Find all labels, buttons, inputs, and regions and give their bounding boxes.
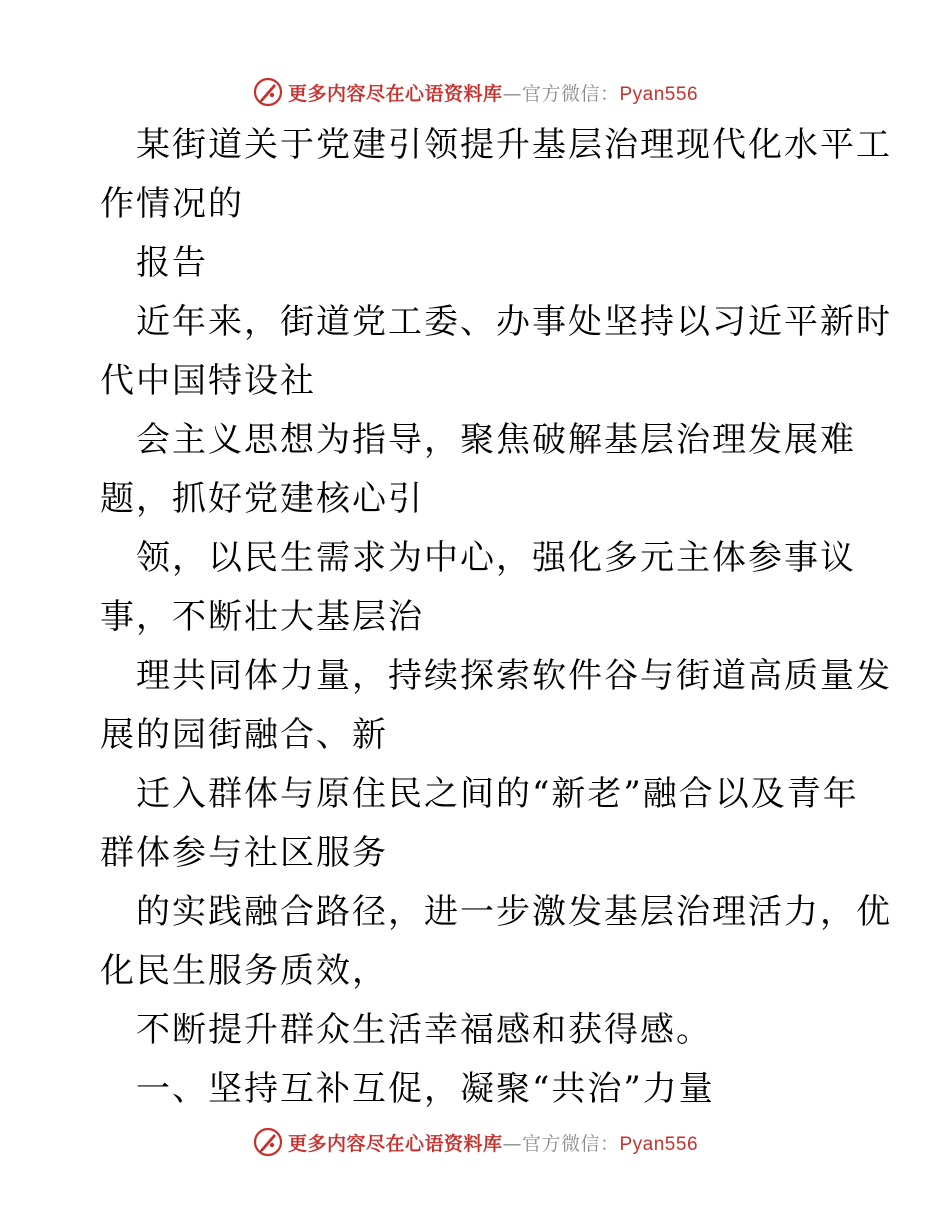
watermark-wechat-id: Pyan556 — [619, 83, 699, 105]
paragraph-line: 迁入群体与原住民之间的“新老”融合以及青年 — [136, 774, 859, 814]
title-line-3: 报告 — [136, 243, 208, 283]
section-heading: 一、坚持互补互促，凝聚“共治”力量 — [136, 1069, 715, 1109]
watermark-text — [288, 79, 698, 106]
quill-seal-icon — [252, 1126, 284, 1158]
paragraph-line: 展的园街融合、新 — [100, 715, 388, 755]
watermark-separator: — — [502, 1132, 522, 1155]
paragraph-line: 群体参与社区服务 — [100, 833, 388, 873]
paragraph-line: 近年来，街道党工委、办事处坚持以习近平新时 — [136, 302, 892, 342]
header-watermark — [0, 72, 950, 112]
paragraph-line: 领，以民生需求为中心，强化多元主体参事议 — [136, 538, 856, 578]
watermark-wechat-label: 官方微信： — [521, 1132, 620, 1155]
paragraph-line: 会主义思想为指导，聚焦破解基层治理发展难 — [136, 420, 856, 460]
paragraph-line: 代中国特设社 — [100, 361, 316, 401]
footer-watermark — [0, 1122, 950, 1162]
paragraph-line: 不断提升群众生活幸福感和获得感。 — [136, 1010, 712, 1050]
title-line-1: 某街道关于党建引领提升基层治理现代化水平工 — [136, 125, 892, 165]
quill-seal-icon — [252, 76, 284, 108]
watermark-wechat-label: 官方微信： — [521, 82, 620, 105]
title-line-2: 作情况的 — [100, 184, 244, 224]
watermark-text — [288, 1129, 698, 1156]
paragraph-line: 的实践融合路径，进一步激发基层治理活力，优 — [136, 892, 892, 932]
document-body — [100, 116, 892, 1119]
watermark-wechat-id: Pyan556 — [619, 1133, 699, 1155]
watermark-separator: — — [502, 82, 522, 105]
paragraph-line: 理共同体力量，持续探索软件谷与街道高质量发 — [136, 656, 892, 696]
paragraph-line: 题，抓好党建核心引 — [100, 479, 424, 519]
paragraph-line: 事，不断壮大基层治 — [100, 597, 424, 637]
watermark-main: 更多内容尽在心语资料库 — [287, 1132, 503, 1155]
watermark-main: 更多内容尽在心语资料库 — [287, 82, 503, 105]
paragraph-line: 化民生服务质效， — [100, 951, 388, 991]
